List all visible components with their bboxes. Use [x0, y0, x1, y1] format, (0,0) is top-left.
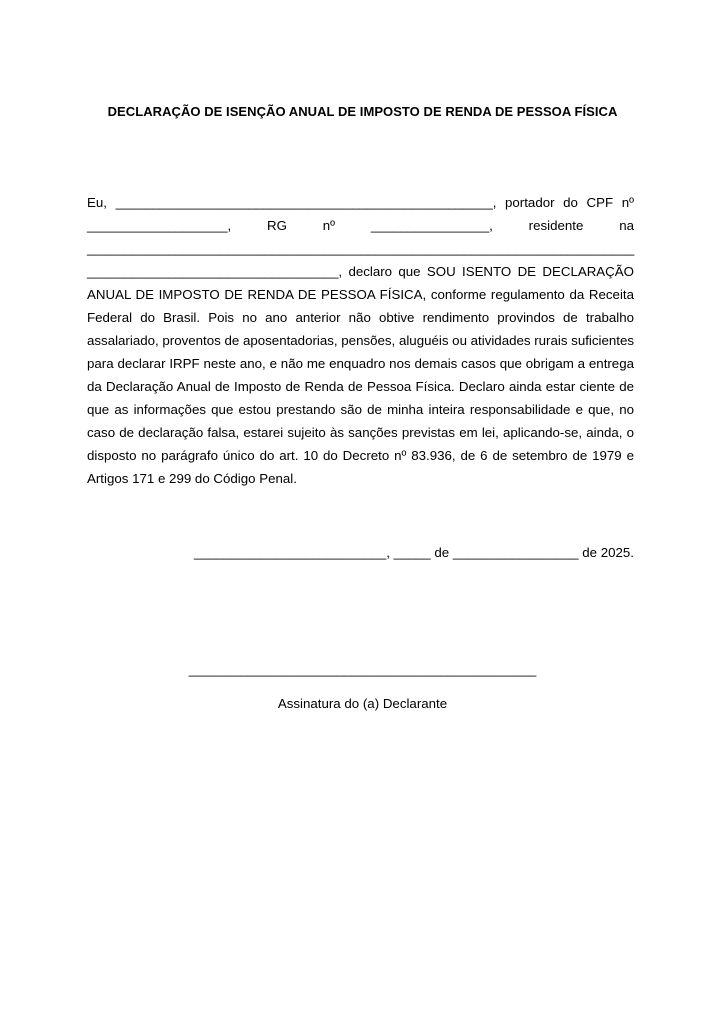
body-line: disposto no parágrafo único do art. 10 do Decreto nº 83.936, de 6 de setembro de 1979 e — [87, 448, 634, 463]
signature-line: _______________________________________________ — [188, 662, 537, 677]
body-line: para declarar IRPF neste ano, e não me enquadro nos demais casos que obrigam a entrega — [87, 356, 634, 371]
body-line: __________________________________________________________________________ — [87, 241, 635, 256]
body-line: caso de declaração falsa, estarei sujeito às sanções previstas em lei, aplicando-se, ainda, o — [87, 425, 634, 440]
body-line: Eu, ___________________________________________________, portador do CPF nº — [87, 195, 634, 210]
body-line: ___________________, RG nº ________________, residente na — [87, 218, 634, 233]
body-line: Federal do Brasil. Pois no ano anterior não obtive rendimento provindos de trabalho — [87, 310, 634, 325]
body-line: assalariado, proventos de aposentadorias, pensões, aluguéis ou atividades rurais suficientes — [87, 333, 634, 348]
body-line: que as informações que estou prestando são de minha inteira responsabilidade e que, no — [87, 402, 634, 417]
body-line: __________________________________, declaro que SOU ISENTO DE DECLARAÇÃO — [87, 264, 634, 279]
body-line: ANUAL DE IMPOSTO DE RENDA DE PESSOA FÍSICA, conforme regulamento da Receita — [87, 287, 634, 302]
body-line-last: Artigos 171 e 299 do Código Penal. — [87, 471, 297, 486]
body-line: da Declaração Anual de Imposto de Renda de Pessoa Física. Declaro ainda estar ciente de — [87, 379, 634, 394]
document-title: DECLARAÇÃO DE ISENÇÃO ANUAL DE IMPOSTO DE RENDA DE PESSOA FÍSICA — [107, 104, 618, 119]
date-line: __________________________, _____ de _________________ de 2025. — [194, 545, 634, 560]
signature-label: Assinatura do (a) Declarante — [277, 696, 448, 711]
